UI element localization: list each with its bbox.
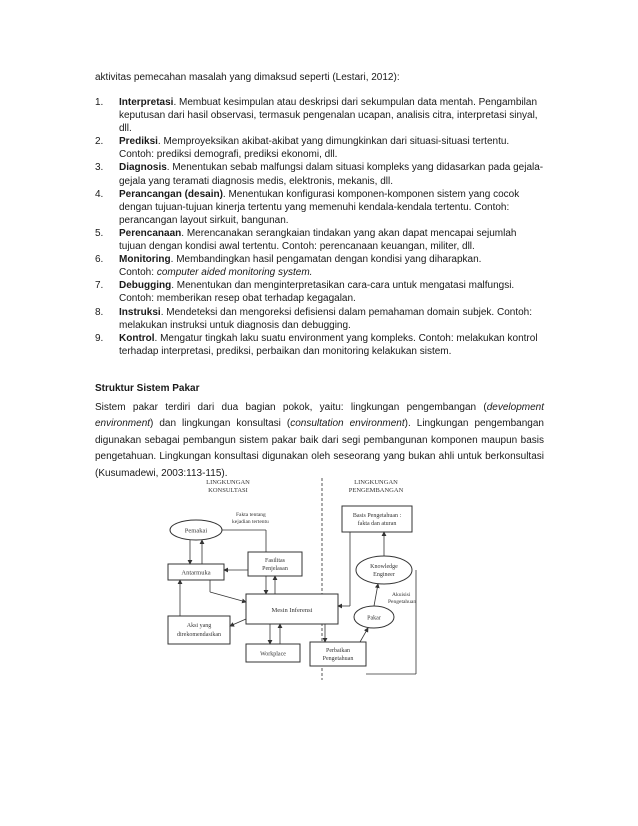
pakar-knowledge-link [374, 584, 378, 606]
mesin-label: Mesin Inferensi [271, 607, 313, 614]
akuisisi-label-1: Akuisisi [392, 592, 411, 598]
intro-text: aktivitas pemecahan masalah yang dimaksud seperti (Lestari, 2012): [95, 72, 400, 83]
basis-label-2: fakta dan aturan [357, 521, 397, 527]
list-example-italic: computer aided monitoring system. [156, 267, 313, 279]
list-term: Perencanaan [119, 227, 182, 239]
section-heading: Struktur Sistem Pakar [95, 383, 200, 394]
list-item [95, 332, 545, 358]
list-number: 6. [95, 254, 104, 266]
expert-system-diagram [160, 474, 422, 682]
list-item [95, 306, 545, 332]
antarmuka-label: Antarmuka [181, 569, 211, 577]
para-text-2: ) dan lingkungan konsultasi ( [150, 418, 291, 430]
para-italic-2: consultation environment [290, 418, 405, 430]
list-number: 7. [95, 280, 104, 292]
perbaikan-pakar-link [360, 628, 368, 642]
list-number: 2. [95, 136, 104, 148]
structure-paragraph [95, 400, 544, 482]
aksi-label-2: direkomendasikan [177, 632, 221, 638]
knowledge-label-1: Knowledge [370, 564, 398, 570]
list-term: Interpretasi [119, 97, 174, 108]
list-text: . Mendeteksi dan mengoreksi defisiensi dalam pemahaman domain subjek. Contoh: melakukan instruksi untuk diagnosis dan debugging. [119, 306, 533, 331]
fasilitas-label-2: Penjelasan [262, 566, 288, 572]
list-text: . Membandingkan hasil pengamatan dengan kondisi yang diharapkan. [170, 254, 482, 266]
list-example [119, 292, 545, 305]
list-number: 8. [95, 306, 104, 318]
list-item [95, 96, 545, 135]
list-text: . Merencanakan serangkaian tindakan yang akan dapat mencapai sejumlah tujuan dengan kondisi awal tertentu. Contoh: perencanaan keuangan, militer, dll. [119, 227, 517, 253]
list-number: 9. [95, 332, 104, 344]
antarmuka-mesin-link-h [210, 592, 246, 602]
list-number: 1. [95, 97, 104, 108]
fakta-label-1: Fakta tentang [236, 512, 266, 518]
right-title-1: LINGKUNGAN [354, 479, 398, 486]
list-item [95, 161, 545, 187]
basis-label-1: Basis Pengetahuan : [352, 513, 402, 519]
mesin-aksi-link [230, 619, 246, 626]
list-number: 3. [95, 162, 104, 174]
knowledge-engineer-node [356, 556, 412, 584]
list-text: . Menentukan konfigurasi komponen-komponen sistem yang cocok dengan tujuan-tujuan kinerja tertentu yang memenuhi kendala-kendala tertentu. Contoh: perancangan layout sirkuit, bangunan. [119, 188, 520, 226]
list-text: . Menentukan sebab malfungsi dalam situasi kompleks yang didasarkan pada gejala-gejala yang teramati diagnosis medis, elektronis, mekanis, dll. [119, 162, 544, 187]
right-title-2: PENGEMBANGAN [348, 487, 404, 494]
left-title-2: KONSULTASI [208, 487, 248, 494]
left-title-1: LINGKUNGAN [206, 479, 250, 486]
list-term: Perancangan (desain) [119, 188, 223, 200]
workplace-label: Workplace [260, 651, 286, 658]
list-term: Instruksi [119, 306, 161, 318]
para-text-1: Sistem pakar terdiri dari dua bagian pokok, yaitu: lingkungan pengembangan ( [95, 402, 487, 413]
list-item [95, 253, 545, 279]
list-term: Kontrol [119, 332, 155, 344]
list-example-text: Contoh: [119, 267, 157, 279]
para-italic-1: development environment [95, 402, 544, 430]
list-item [95, 135, 545, 161]
aksi-label-1: Aksi yang [186, 623, 212, 629]
fakta-label-2: kejadian tertentu [232, 519, 269, 525]
list-term: Diagnosis [119, 162, 167, 174]
list-item [95, 188, 545, 227]
list-example [119, 266, 545, 279]
knowledge-label-2: Engineer [373, 572, 395, 578]
list-example-text: Contoh: memberikan resep obat terhadap kegagalan. [119, 293, 356, 305]
pemakai-label: Pemakai [184, 527, 208, 535]
activity-list [95, 96, 545, 358]
list-example-text: Contoh: prediksi demografi, prediksi ekonomi, dll. [119, 149, 338, 161]
list-example [119, 148, 545, 161]
list-term: Monitoring [119, 254, 171, 266]
list-text: . Mengatur tingkah laku suatu environment yang kompleks. Contoh: melakukan kontrol terhadap interpretasi, prediksi, perbaikan dan monitoring kelakukan sistem. [119, 332, 538, 357]
akuisisi-label-2: Pengetahuan [388, 599, 417, 605]
perbaikan-label-1: Perbaikan [326, 648, 350, 654]
pakar-label: Pakar [367, 615, 381, 622]
para-text-3: ). Lingkungan pengembangan digunakan sebagai pembangun sistem pakar baik dari segi pembangunan komponen maupun basis pengetahuan. Lingkungan konsultasi digunakan oleh seseorang yang bukan ahli untuk berkonsultasi (Kusumadewi, 2003:113-115). [95, 418, 544, 479]
list-item [95, 279, 545, 305]
list-item [95, 227, 545, 253]
list-term: Prediksi [119, 136, 158, 148]
list-number: 5. [95, 227, 104, 239]
fasilitas-label-1: Fasilitas [264, 558, 286, 564]
perbaikan-label-2: Pengetahuan [322, 656, 354, 662]
basis-node [342, 506, 412, 532]
aksi-node [168, 616, 230, 644]
list-term: Debugging [119, 280, 172, 292]
list-text: . Membuat kesimpulan atau deskripsi dari sekumpulan data mentah. Pengambilan keputusan dari hasil observasi, termasuk pengenalan ucapan, analisis citra, interpretasi sinyal, dll. [119, 97, 538, 135]
perbaikan-node [310, 642, 366, 666]
list-text: . Memproyeksikan akibat-akibat yang dimungkinkan dari situasi-situasi tertentu. [157, 136, 510, 148]
fasilitas-node [248, 552, 302, 576]
list-number: 4. [95, 188, 104, 200]
list-text: . Menentukan dan menginterpretasikan cara-cara untuk mengatasi malfungsi. [171, 280, 515, 292]
